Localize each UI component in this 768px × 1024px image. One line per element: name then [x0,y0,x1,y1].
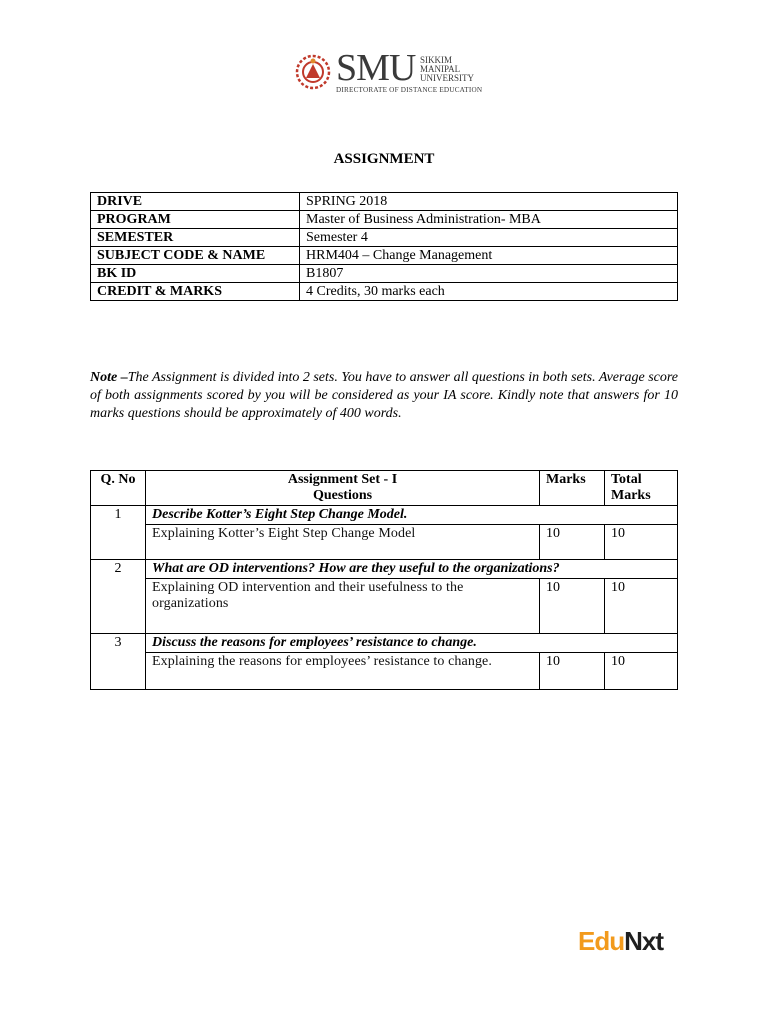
question-text: Discuss the reasons for employees’ resistance to change. [146,634,678,653]
header-qno: Q. No [91,471,146,506]
answer-total: 10 [605,579,678,634]
info-row: SEMESTER Semester 4 [91,229,678,247]
answer-row [91,525,678,560]
table-header-row [91,471,678,506]
answer-marks: 10 [540,653,605,690]
answer-total: 10 [605,525,678,560]
answer-marks: 10 [540,579,605,634]
header-total: Total Marks [605,471,678,506]
question-row [91,634,678,653]
answer-guideline: Explaining the reasons for employees’ resistance to change. [146,653,540,690]
answer-guideline: Explaining OD intervention and their usefulness to the organizations [146,579,540,634]
question-text: Describe Kotter’s Eight Step Change Model. [146,506,678,525]
answer-guideline: Explaining Kotter’s Eight Step Change Model [146,525,540,560]
answer-marks: 10 [540,525,605,560]
info-row: SUBJECT CODE & NAME HRM404 – Change Management [91,247,678,265]
brand-part2: Nxt [624,926,664,956]
answer-row [91,579,678,634]
brand-part1: Edu [578,926,625,956]
assignment-note [90,369,678,423]
header-set [146,471,540,506]
smu-logo [294,48,484,100]
question-text: What are OD interventions? How are they useful to the organizations? [146,560,678,579]
logo-directorate: DIRECTORATE OF DISTANCE EDUCATION [336,86,483,94]
answer-total: 10 [605,653,678,690]
answer-row [91,653,678,690]
info-row: BK ID B1807 [91,265,678,283]
note-text: The Assignment is divided into 2 sets. You have to answer all questions in both sets. Average score of both assignments scored by you will be considered as your IA score. Kindly note that answers for 10 marks questions should be approximately of 400 words. [90,370,678,421]
logo-university: SIKKIM MANIPAL UNIVERSITY [420,55,474,83]
questions-table [90,470,678,690]
header-questions: Questions [312,488,373,503]
info-row: DRIVE SPRING 2018 [91,193,678,211]
smu-emblem-icon [294,52,332,92]
question-number: 3 [91,634,146,690]
document-title: ASSIGNMENT [333,151,435,167]
question-row [91,560,678,579]
question-row [91,506,678,525]
edunext-logo [578,926,663,957]
assignment-info-table [90,192,678,301]
header-set-title: Assignment Set - I [287,472,398,487]
question-number: 2 [91,560,146,634]
info-row: PROGRAM Master of Business Administration- MBA [91,211,678,229]
question-number: 1 [91,506,146,560]
info-row: CREDIT & MARKS 4 Credits, 30 marks each [91,283,678,301]
note-lead: Note – [90,370,128,385]
header-marks: Marks [540,471,605,506]
logo-abbr: SMU [336,47,416,89]
